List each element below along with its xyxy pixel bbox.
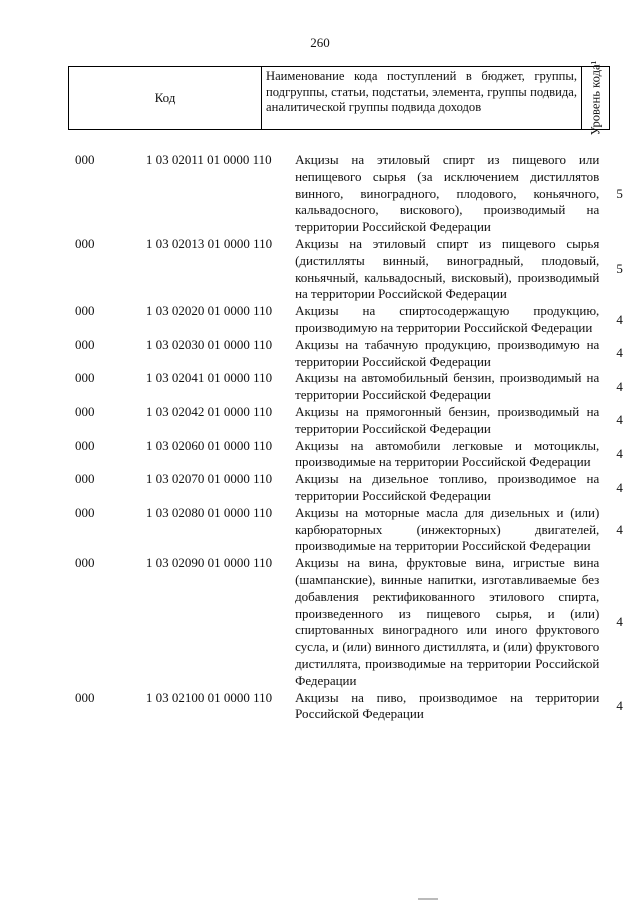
revenue-name: Акцизы на табачную продукцию, производимую на территории Российской Федерации — [295, 336, 600, 369]
code-level: 4 — [616, 412, 623, 428]
revenue-name: Акцизы на пиво, производимое на территории Российской Федерации — [295, 689, 600, 722]
admin-code: 000 — [75, 303, 95, 319]
revenue-name: Акцизы на вина, фруктовые вина, игристые вина (шампанские), винные напитки, изготавливаемые без добавления ректификованного этилового спирта, произведенного из пищевого сырья, и (или) спиртованных виноградного или иного фруктового сусла, и (или) винного дистиллята, и (или) фруктового дистиллята, производимые на территории Российской Федерации — [295, 555, 600, 688]
code-level: 5 — [616, 261, 623, 277]
code-level: 4 — [616, 445, 623, 461]
scan-artifact — [418, 898, 438, 900]
table-row — [0, 438, 640, 472]
revenue-name: Акцизы на автомобили легковые и мотоциклы, производимые на территории Российской Федерации — [295, 437, 600, 470]
code-level: 4 — [616, 378, 623, 394]
admin-code: 000 — [75, 471, 95, 487]
page-number: 260 — [310, 35, 330, 50]
revenue-name: Акцизы на спиртосодержащую продукцию, производимую на территории Российской Федерации — [295, 303, 600, 335]
table-row — [0, 505, 640, 555]
revenue-name: Акцизы на этиловый спирт из пищевого сырья (дистилляты винный, виноградный, плодовый, коньячный, кальвадосный, висковый), производимый на территории Российской Федерации — [295, 235, 600, 302]
revenue-code: 1 03 02011 01 0000 110 — [145, 152, 272, 167]
code-level: 4 — [616, 345, 623, 361]
admin-code: 000 — [75, 689, 95, 705]
code-level: 4 — [616, 521, 623, 537]
revenue-code: 1 03 02060 01 0000 110 — [145, 437, 273, 453]
admin-code: 000 — [75, 336, 95, 352]
table-row — [0, 555, 640, 689]
table-row — [0, 337, 640, 371]
revenue-name: Акцизы на автомобильный бензин, производимый на территории Российской Федерации — [295, 370, 600, 403]
admin-code: 000 — [75, 555, 95, 571]
revenue-name: Акцизы на моторные масла для дизельных и (или) карбюраторных (инжекторных) двигателей, производимые на территории Российской Федерации — [295, 504, 600, 554]
revenue-code: 1 03 02070 01 0000 110 — [145, 471, 273, 487]
code-level: 4 — [616, 311, 623, 327]
admin-code: 000 — [75, 370, 95, 386]
revenue-code: 1 03 02100 01 0000 110 — [145, 689, 273, 705]
header-level — [582, 60, 609, 136]
revenue-code: 1 03 02042 01 0000 110 — [145, 403, 273, 419]
table-header — [68, 60, 610, 136]
revenue-name: Акцизы на этиловый спирт из пищевого или непищевого сырья (за исключением дистиллятов винного, виноградного, плодового, коньячного, кальвадосного, вискового), производимый на территории Российской Федерации — [295, 152, 600, 235]
table-row — [0, 404, 640, 438]
revenue-code: 1 03 02090 01 0000 110 — [145, 555, 273, 571]
code-level: 5 — [616, 185, 623, 201]
table-row — [0, 471, 640, 505]
admin-code: 000 — [75, 152, 95, 167]
revenue-code: 1 03 02030 01 0000 110 — [145, 336, 273, 352]
code-level: 4 — [616, 697, 623, 713]
header-level-label: Уровень кода¹ — [588, 60, 602, 136]
table-row — [0, 690, 640, 724]
code-level: 4 — [616, 479, 623, 495]
header-name: Наименование кода поступлений в бюджет, группы, подгруппы, статьи, подстатьи, элемента, группы подвида, аналитической группы подвида доходов — [262, 67, 582, 129]
table-row — [0, 152, 640, 236]
table-row — [0, 236, 640, 303]
table-row — [0, 303, 640, 337]
code-level: 4 — [616, 613, 623, 629]
table-body — [0, 152, 640, 723]
revenue-code: 1 03 02020 01 0000 110 — [145, 303, 273, 319]
revenue-code: 1 03 02041 01 0000 110 — [145, 370, 273, 386]
admin-code: 000 — [75, 235, 95, 251]
revenue-name: Акцизы на прямогонный бензин, производимый на территории Российской Федерации — [295, 403, 600, 436]
admin-code: 000 — [75, 504, 95, 520]
revenue-code: 1 03 02080 01 0000 110 — [145, 504, 273, 520]
revenue-name: Акцизы на дизельное топливо, производимое на территории Российской Федерации — [295, 471, 600, 503]
admin-code: 000 — [75, 403, 95, 419]
table-row — [0, 370, 640, 404]
header-code: Код — [69, 67, 262, 129]
revenue-code: 1 03 02013 01 0000 110 — [145, 235, 273, 251]
admin-code: 000 — [75, 437, 95, 453]
